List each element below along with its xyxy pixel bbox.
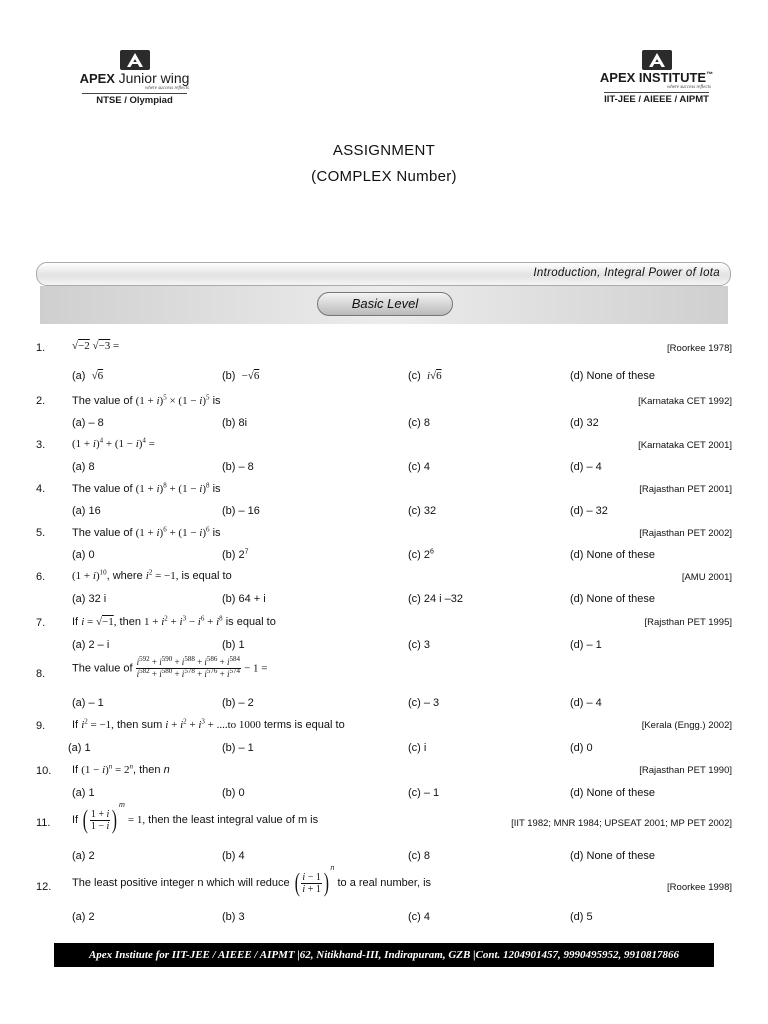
question-text: If $(1 - i)^n = 2^n$, then n [72, 762, 170, 776]
option-a: (a) 2 [72, 850, 95, 862]
option-c: (c) $2^6$ [408, 548, 434, 561]
question-source: [Kerala (Engg.) 2002] [641, 720, 732, 731]
option-c: (c) – 3 [408, 697, 440, 709]
option-a: (a) – 8 [72, 417, 104, 429]
option-c: (c) i√6 [408, 370, 442, 382]
option-d: (d) None of these [570, 370, 655, 382]
option-b: (b) – 2 [222, 697, 254, 709]
option-b: (b) – 1 [222, 742, 254, 754]
option-a: (a) 8 [72, 461, 95, 473]
option-b: (b) 1 [222, 639, 245, 651]
question-number: 9. [36, 720, 46, 732]
question-source: [IIT 1982; MNR 1984; UPSEAT 2001; MP PET 2002] [511, 818, 732, 829]
option-d: (d) – 1 [570, 639, 602, 651]
question-text: The value of $(1 + i)^8 + (1 - i)^8$ is [72, 481, 221, 495]
apex-a-icon [642, 50, 672, 70]
option-d: (d) 0 [570, 742, 593, 754]
apex-junior-wing-logo [72, 50, 197, 106]
option-c: (c) 4 [408, 461, 430, 473]
question-number: 1. [36, 342, 46, 354]
footer-bar: Apex Institute for IIT-JEE / AIEEE / AIPMT |62, Nitikhand-III, Indirapuram, GZB |Cont. 1204901457, 9990495952, 9910817866 [54, 943, 714, 967]
option-c: (c) 4 [408, 911, 430, 923]
question-text: If $i^2 = -1$, then sum $i + i^2 + i^3 + ....to$ 1000 terms is equal to [72, 717, 345, 731]
question-text: The value of $(1 + i)^5 \times (1 - i)^5$ is [72, 393, 221, 407]
level-band [40, 286, 728, 324]
question-source: [Rajsthan PET 1995] [644, 617, 732, 628]
question-number: 12. [36, 881, 52, 893]
question-source: [Rajasthan PET 2001] [639, 484, 732, 495]
option-d: (d) – 4 [570, 461, 602, 473]
level-badge: Basic Level [317, 292, 453, 316]
option-a: (a) – 1 [72, 697, 104, 709]
option-d: (d) None of these [570, 549, 655, 561]
question-number: 7. [36, 617, 46, 629]
option-c: (c) 32 [408, 505, 437, 517]
option-c: (c) 8 [408, 417, 430, 429]
option-b: (b) 64 + i [222, 593, 266, 605]
option-a: (a) 32 i [72, 593, 107, 605]
option-b: (b) −√6 [222, 370, 260, 382]
apex-institute-logo [594, 50, 719, 105]
question-source: [Roorkee 1998] [667, 882, 732, 893]
question-text: √−2 √−3 = [72, 340, 120, 352]
apex-a-icon [120, 50, 150, 70]
question-source: [Karnataka CET 1992] [638, 396, 732, 407]
question-text: The value of $\frac{i^{592} + i^{590} + i^{588} + i^{586} + i^{584}}{i^{582} + i^{580} + i^{578} + i^{576} + i^{574}}$ − 1 = [72, 655, 268, 679]
question-source: [Rajasthan PET 1990] [639, 765, 732, 776]
question-number: 3. [36, 439, 46, 451]
option-b: (b) 4 [222, 850, 245, 862]
option-d: (d) 32 [570, 417, 599, 429]
topic-band [36, 262, 731, 286]
question-number: 5. [36, 527, 46, 539]
option-b: (b) – 8 [222, 461, 254, 473]
logo-right-tagline: where success reflects [666, 85, 711, 90]
topic-label: Introduction, Integral Power of Iota [533, 267, 720, 279]
option-a: (a) 1 [68, 742, 91, 754]
logo-left-tagline: where success reflects [144, 86, 189, 91]
option-c: (c) i [408, 742, 427, 754]
question-text: $(1 + i)^4 + (1 - i)^4$ = [72, 436, 155, 450]
question-source: [AMU 2001] [681, 572, 732, 583]
question-number: 6. [36, 571, 46, 583]
option-b: (b) 0 [222, 787, 245, 799]
question-text: If i = √−1, then $1 + i^2 + i^3 - i^6 + i^8$ is equal to [72, 614, 276, 628]
option-c: (c) 8 [408, 850, 430, 862]
option-a: (a) √6 [72, 370, 104, 382]
option-a: (a) 2 – i [72, 639, 110, 651]
option-b: (b) 8i [222, 417, 248, 429]
question-number: 4. [36, 483, 46, 495]
option-c: (c) – 1 [408, 787, 440, 799]
option-b: (b) 3 [222, 911, 245, 923]
logo-left-name: APEX Junior wing [79, 70, 190, 86]
option-b: (b) $2^7$ [222, 548, 249, 561]
page-title: ASSIGNMENT [332, 142, 436, 159]
logo-left-sub: NTSE / Olympiad [82, 93, 187, 106]
question-number: 2. [36, 395, 46, 407]
logo-right-name: APEX INSTITUTE™ [599, 70, 714, 85]
question-text: The value of $(1 + i)^6 + (1 - i)^6$ is [72, 525, 221, 539]
option-a: (a) 1 [72, 787, 95, 799]
option-b: (b) – 16 [222, 505, 260, 517]
page-subtitle: (COMPLEX Number) [311, 168, 457, 185]
option-d: (d) – 4 [570, 697, 602, 709]
question-number: 8. [36, 668, 46, 680]
logo-right-sub: IIT-JEE / AIEEE / AIPMT [604, 94, 709, 105]
option-c: (c) 3 [408, 639, 430, 651]
option-a: (a) 16 [72, 505, 101, 517]
question-number: 11. [36, 817, 51, 829]
option-c: (c) 24 i –32 [408, 593, 464, 605]
option-d: (d) 5 [570, 911, 593, 923]
question-source: [Karnataka CET 2001] [638, 440, 732, 451]
option-d: (d) – 32 [570, 505, 608, 517]
question-number: 10. [36, 765, 52, 777]
question-source: [Roorkee 1978] [667, 343, 732, 354]
question-text: If ( $\frac{1 + i}{1 - i}$ ) $^m$ = 1, then the least integral value of m is [72, 802, 319, 835]
question-text: $(1 + i)^{10}$, where $i^2 = -1$, is equal to [72, 568, 232, 582]
option-d: (d) None of these [570, 850, 655, 862]
option-a: (a) 2 [72, 911, 95, 923]
option-d: (d) None of these [570, 593, 655, 605]
option-a: (a) 0 [72, 549, 95, 561]
question-source: [Rajasthan PET 2002] [639, 528, 732, 539]
option-d: (d) None of these [570, 787, 655, 799]
question-text: The least positive integer n which will reduce ( $\frac{i - 1}{i + 1}$ ) $^n$ to a real number, is [72, 865, 432, 898]
